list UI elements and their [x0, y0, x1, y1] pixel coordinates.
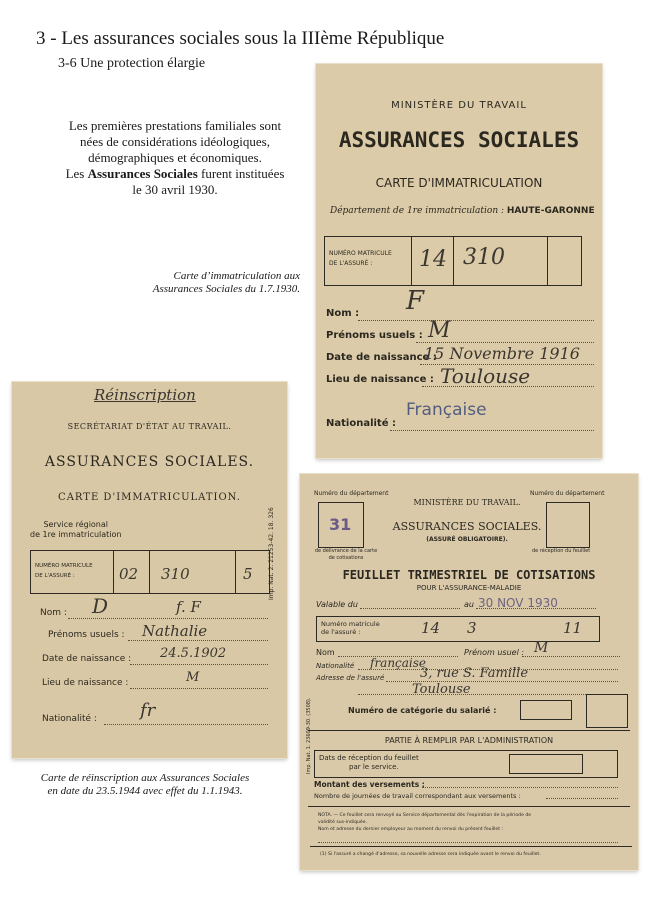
note [318, 812, 624, 833]
field-label: Date de naissance : [326, 352, 437, 363]
dotted-line [422, 787, 618, 788]
dept-stamp: 31 [329, 515, 352, 534]
caption-card-1 [120, 270, 300, 296]
department-label: Département de 1re immatriculation : [330, 206, 505, 216]
field-handwriting: Toulouse [440, 364, 531, 388]
matricule-handwriting: 310 [463, 245, 505, 270]
matricule-box [316, 616, 600, 642]
matricule-label [321, 620, 380, 636]
field-handwriting: fr [140, 700, 156, 721]
registration-card-1930 [316, 64, 602, 458]
dotted-line [358, 320, 594, 321]
dotted-line [104, 724, 268, 725]
dotted-line [390, 430, 594, 431]
field-handwriting: 15 Novembre 1916 [424, 344, 580, 363]
dotted-line [130, 664, 268, 665]
service-label-line: Service régional [43, 520, 109, 529]
card-secretariat: SECRÉTARIAT D'ÉTAT AU TRAVAIL. [67, 422, 232, 431]
matricule-handwriting: 14 [419, 247, 447, 272]
caption-line: Carte de réinscription aux Assurances Sociales [40, 772, 250, 784]
matricule-handwriting: 14 [421, 619, 441, 637]
dotted-line [522, 656, 620, 657]
reception-label-line: Dats de réception du feuillet [319, 754, 419, 762]
field-handwriting: M [186, 670, 200, 685]
nationalite-label: Nationalité [316, 662, 355, 670]
matricule-label-line: NUMÉRO MATRICULE [35, 563, 93, 569]
note-line: Nom et adresse du dernier employeur au moment du renvoi du présent feuillet : [318, 827, 504, 832]
journees-label: Nombre de journées de travail correspondant aux versements : [314, 792, 521, 800]
dotted-line [358, 694, 618, 695]
card-handwritten-header: Réinscription [94, 386, 196, 404]
prenom-handwriting: M [534, 640, 549, 656]
valable-au: au [464, 600, 474, 609]
dotted-line [128, 640, 268, 641]
dotted-line [68, 618, 268, 619]
card-heading: ASSURANCES SOCIALES [338, 128, 580, 152]
field-handwriting: 24.5.1902 [160, 646, 227, 661]
card-heading: ASSURANCES SOCIALES. [392, 520, 542, 533]
prenom-label: Prénom usuel : [464, 648, 525, 657]
card-ministry: MINISTÈRE DU TRAVAIL. [413, 498, 521, 507]
field-handwriting: F [406, 286, 425, 316]
field-label: Lieu de naissance : [42, 678, 129, 688]
department-line [330, 206, 595, 216]
intro-paragraph [40, 118, 310, 198]
quarterly-contribution-sheet [300, 474, 638, 870]
caption-line: de cotisations [328, 555, 364, 561]
dotted-line [546, 798, 618, 799]
card-heading-sub: (ASSURÉ OBLIGATOIRE). [426, 536, 508, 543]
reception-label [319, 754, 419, 772]
dotted-line [130, 688, 268, 689]
matricule-handwriting: 02 [119, 565, 139, 583]
admin-heading: PARTIE À REMPLIR PAR L'ADMINISTRATION [384, 736, 554, 745]
page-title: 3 - Les assurances sociales sous la IIIème République [36, 28, 445, 49]
box-divider [453, 237, 454, 285]
box-divider [113, 551, 114, 593]
divider [308, 806, 630, 807]
dept-label-left: Numéro du département [314, 490, 389, 497]
field-label: Prénoms usuels : [326, 330, 423, 341]
field-label: Nationalité : [42, 714, 97, 724]
box-divider [547, 237, 548, 285]
field-handwriting: Nathalie [142, 622, 208, 640]
divider [310, 846, 632, 847]
field-label: Lieu de naissance : [326, 374, 434, 385]
intro-bold-text: Assurances Sociales [87, 166, 198, 181]
valable-label: Valable du [316, 600, 358, 609]
intro-text: furent instituées [197, 166, 285, 181]
matricule-label [329, 249, 392, 269]
dotted-line [360, 608, 460, 609]
department-value: HAUTE-GARONNE [506, 206, 595, 216]
divider [308, 730, 630, 731]
intro-line: le 30 avril 1930. [132, 182, 218, 197]
field-handwriting: M [428, 318, 451, 343]
categorie-box [520, 700, 572, 720]
field-label: Nationalité : [326, 418, 396, 429]
field-label: Nom : [40, 608, 67, 618]
note-line: validité sus-indiquée. [318, 820, 368, 825]
side-box [586, 694, 628, 728]
nom-label: Nom [316, 648, 335, 657]
intro-text: Les [65, 166, 88, 181]
matricule-box [30, 550, 270, 594]
caption-line: en date du 23.5.1944 avec effet du 1.1.1943. [47, 785, 243, 797]
intro-line: démographiques et économiques. [88, 150, 262, 165]
box-divider [149, 551, 150, 593]
versements-label: Montant des versements : [314, 780, 425, 789]
reception-date-box [509, 754, 583, 774]
box-divider [411, 237, 412, 285]
matricule-label-line: DE L'ASSURÉ : [329, 260, 373, 267]
matricule-box [324, 236, 582, 286]
matricule-label-line: DE L'ASSURÉ : [35, 573, 75, 579]
adresse-label: Adresse de l'assuré [316, 674, 385, 682]
caption-line: de délivrance de la carte [314, 548, 378, 554]
note-line: NOTA. — Ce feuillet sera renvoyé au Service départemental dès l'expiration de la période de [318, 813, 532, 818]
feuillet-subtitle: POUR L'ASSURANCE-MALADIE [416, 584, 522, 592]
box-divider [235, 551, 236, 593]
field-handwriting: f. F [176, 598, 201, 616]
matricule-label [35, 561, 93, 581]
field-label: Date de naissance : [42, 654, 132, 664]
reception-label-line: par le service. [349, 763, 399, 771]
page-subtitle: 3-6 Une protection élargie [58, 56, 206, 71]
service-label [30, 520, 122, 540]
matricule-label-line: Numéro matricule [321, 620, 380, 628]
nationality-stamp: Française [406, 400, 487, 420]
dept-box-left [318, 502, 364, 548]
service-label-line: de 1re immatriculation [30, 530, 122, 539]
intro-line: Les premières prestations familiales sont [68, 118, 282, 133]
caption-line: Carte d’immatriculation aux [173, 270, 300, 282]
matricule-label-line: de l'assuré : [321, 628, 361, 636]
matricule-handwriting: 3 [467, 619, 477, 637]
field-handwriting: D [92, 594, 109, 618]
card-ministry: MINISTÈRE DU TRAVAIL [391, 100, 527, 111]
feuillet-title: FEUILLET TRIMESTRIEL DE COTISATIONS [342, 568, 596, 582]
adresse-handwriting: Toulouse [412, 682, 471, 697]
matricule-handwriting: 5 [243, 565, 253, 583]
right-box-caption: de réception du feuillet [532, 548, 591, 554]
intro-line [40, 166, 310, 182]
card-type: CARTE D'IMMATRICULATION [375, 176, 543, 190]
reception-box [314, 750, 618, 778]
caption-card-2 [20, 772, 270, 798]
matricule-handwriting: 310 [161, 565, 190, 583]
field-label: Nom : [326, 308, 360, 319]
dotted-line [318, 842, 618, 843]
matricule-handwriting: 11 [563, 619, 583, 637]
card-type: CARTE D'IMMATRICULATION. [58, 492, 241, 503]
print-reference: Imp. Nat. 2. 21253-42. 18. 326 [268, 507, 275, 600]
nationalite-handwriting: française [370, 656, 427, 670]
card-heading: ASSURANCES SOCIALES. [44, 454, 255, 470]
caption-line: Assurances Sociales du 1.7.1930. [152, 283, 300, 295]
valable-date-stamp: 30 NOV 1930 [478, 596, 558, 610]
print-reference: Imp. Nat. 1. 23609-30. (3508). [306, 697, 312, 774]
matricule-label-line: NUMÉRO MATRICULE [329, 250, 392, 257]
field-label: Prénoms usuels : [48, 630, 125, 640]
footnote: (1) Si l'assuré a changé d'adresse, sa nouvelle adresse sera indiquée avant le renvoi du feuillet. [320, 852, 541, 857]
intro-line: nées de considérations idéologiques, [80, 134, 270, 149]
dept-label-right: Numéro du département [530, 490, 605, 497]
categorie-label: Numéro de catégorie du salarié : [348, 706, 497, 715]
reregistration-card-1944 [12, 382, 287, 758]
left-box-caption [306, 548, 386, 562]
adresse-handwriting: 3, rue S. Famille [420, 666, 529, 681]
